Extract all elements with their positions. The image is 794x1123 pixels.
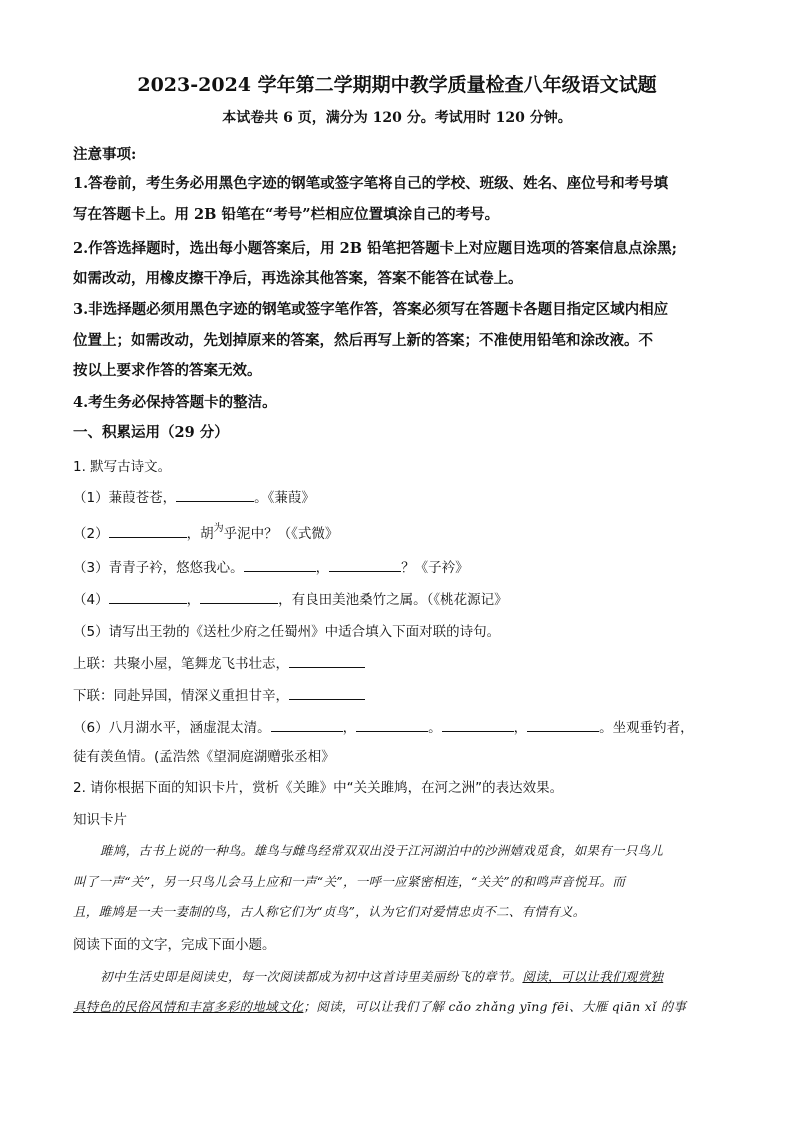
q1p1-suffix: 。《蒹葭》: [254, 490, 315, 506]
q1p2-annotation: 为: [213, 523, 224, 534]
note-2-line-1: 2.作答选择题时，选出每小题答案后，用 2B 铅笔把答题卡上对应题目选项的答案信息点涂黑;: [73, 240, 677, 257]
reading-passage-line-1: [100, 967, 663, 985]
couplet-lower-text: 下联：同赴异国，情深义重担甘辛，: [73, 688, 289, 704]
q1p6-sep-2: 。: [428, 720, 442, 736]
q1p3-mid: ，: [315, 560, 330, 576]
reading-l2-underlined: 具特色的民俗风情和丰富多彩的地域文化: [73, 999, 304, 1014]
knowledge-card-line-1: 雎鸠，古书上说的一种鸟。雄鸟与雌鸟经常双双出没于江河湖泊中的沙洲嬉戏觅食，如果有一只鸟儿: [100, 843, 664, 858]
q1p4-prefix: （4）: [73, 592, 109, 608]
q1p4-suffix: ，有良田美池桑竹之属。（《桃花源记》: [278, 592, 508, 608]
answer-blank[interactable]: [442, 719, 514, 732]
reading-l2-text: ；阅读，可以让我们了解 cǎo zhǎng yīng fēi、大雁 qiān xǐ 的事: [303, 999, 687, 1014]
q1p2-mid: ，胡: [186, 526, 214, 542]
question-1-part-6: [73, 716, 694, 736]
answer-blank[interactable]: [200, 591, 278, 604]
q1p6-sep-3: ，: [513, 720, 528, 736]
couplet-upper-text: 上联：共聚小屋，笔舞龙飞书壮志，: [73, 656, 289, 672]
answer-blank[interactable]: [109, 525, 187, 538]
note-3-line-3: 按以上要求作答的答案无效。: [73, 362, 262, 379]
exam-subtitle: 本试卷共 6 页，满分为 120 分。考试用时 120 分钟。: [222, 110, 572, 126]
question-1-part-5: （5）请写出王勃的《送杜少府之任蜀州》中适合填入下面对联的诗句。: [73, 624, 501, 640]
question-1-part-4: [73, 588, 508, 608]
q1p3-suffix: ？《子衿》: [401, 560, 469, 576]
answer-blank[interactable]: [356, 719, 428, 732]
answer-blank[interactable]: [109, 591, 187, 604]
q1p3-prefix: （3）青青子衿，悠悠我心。: [73, 560, 244, 576]
question-1-part-2: [73, 522, 338, 542]
couplet-lower: [73, 684, 365, 704]
reading-l1-underlined: 阅读，可以让我们观赏独: [522, 969, 664, 984]
note-1-line-2: 写在答题卡上。用 2B 铅笔在“考号”栏相应位置填涂自己的考号。: [73, 206, 500, 223]
answer-blank[interactable]: [527, 719, 599, 732]
note-1-line-1: 1.答卷前，考生务必用黑色字迹的钢笔或签字笔将自己的学校、班级、姓名、座位号和考号填: [73, 175, 669, 192]
note-2-line-2: 如需改动，用橡皮擦干净后，再选涂其他答案，答案不能答在试卷上。: [73, 270, 523, 287]
question-1-stem: 1. 默写古诗文。: [73, 459, 172, 475]
notes-heading: 注意事项:: [73, 146, 137, 163]
section-1-heading: 一、积累运用（29 分）: [73, 424, 229, 441]
q1p4-mid: ，: [186, 592, 201, 608]
q1p2-prefix: （2）: [73, 526, 109, 542]
note-3-line-2: 位置上；如需改动，先划掉原来的答案，然后再写上新的答案；不准使用铅笔和涂改液。不: [73, 332, 653, 349]
exam-title: 2023-2024 学年第二学期期中教学质量检查八年级语文试题: [137, 74, 657, 96]
question-1-part-1: [73, 486, 315, 506]
question-1-part-6-line-2: 徒有羡鱼情。(孟浩然《望洞庭湖赠张丞相》: [73, 749, 335, 765]
answer-blank[interactable]: [289, 655, 365, 668]
q1p6-suffix: 。坐观垂钓者，: [599, 720, 694, 736]
q1p1-prefix: （1）蒹葭苍苍，: [73, 490, 177, 506]
question-2-stem: 2. 请你根据下面的知识卡片，赏析《关雎》中“关关雎鸠，在河之洲”的表达效果。: [73, 780, 564, 796]
knowledge-card-title: 知识卡片: [73, 812, 127, 828]
note-3-line-1: 3.非选择题必须用黑色字迹的钢笔或签字笔作答，答案必须写在答题卡各题目指定区域内相应: [73, 301, 669, 318]
answer-blank[interactable]: [329, 559, 401, 572]
reading-passage-line-2: [73, 997, 686, 1015]
answer-blank[interactable]: [176, 489, 254, 502]
q1p6-prefix: （6）八月湖水平，涵虚混太清。: [73, 720, 271, 736]
answer-blank[interactable]: [244, 559, 316, 572]
q1p6-sep-1: ，: [342, 720, 357, 736]
answer-blank[interactable]: [271, 719, 343, 732]
q1p2-suffix: 乎泥中？（《式微》: [223, 526, 339, 542]
reading-intro: 阅读下面的文字，完成下面小题。: [73, 937, 276, 953]
answer-blank[interactable]: [289, 687, 365, 700]
couplet-upper: [73, 652, 365, 672]
question-1-part-3: [73, 556, 469, 576]
note-4: 4.考生务必保持答题卡的整洁。: [73, 394, 277, 411]
knowledge-card-line-3: 且，雎鸠是一夫一妻制的鸟，古人称它们为“贞鸟”，认为它们对爱情忠贞不二、有情有义。: [73, 904, 586, 919]
knowledge-card-line-2: 叫了一声“关”，另一只鸟儿会马上应和一声“关”，一呼一应紧密相连，“关关”的和鸣声音悦耳。而: [73, 874, 626, 889]
reading-l1-text: 初中生活史即是阅读史，每一次阅读都成为初中这首诗里美丽纷飞的章节。: [100, 969, 523, 984]
